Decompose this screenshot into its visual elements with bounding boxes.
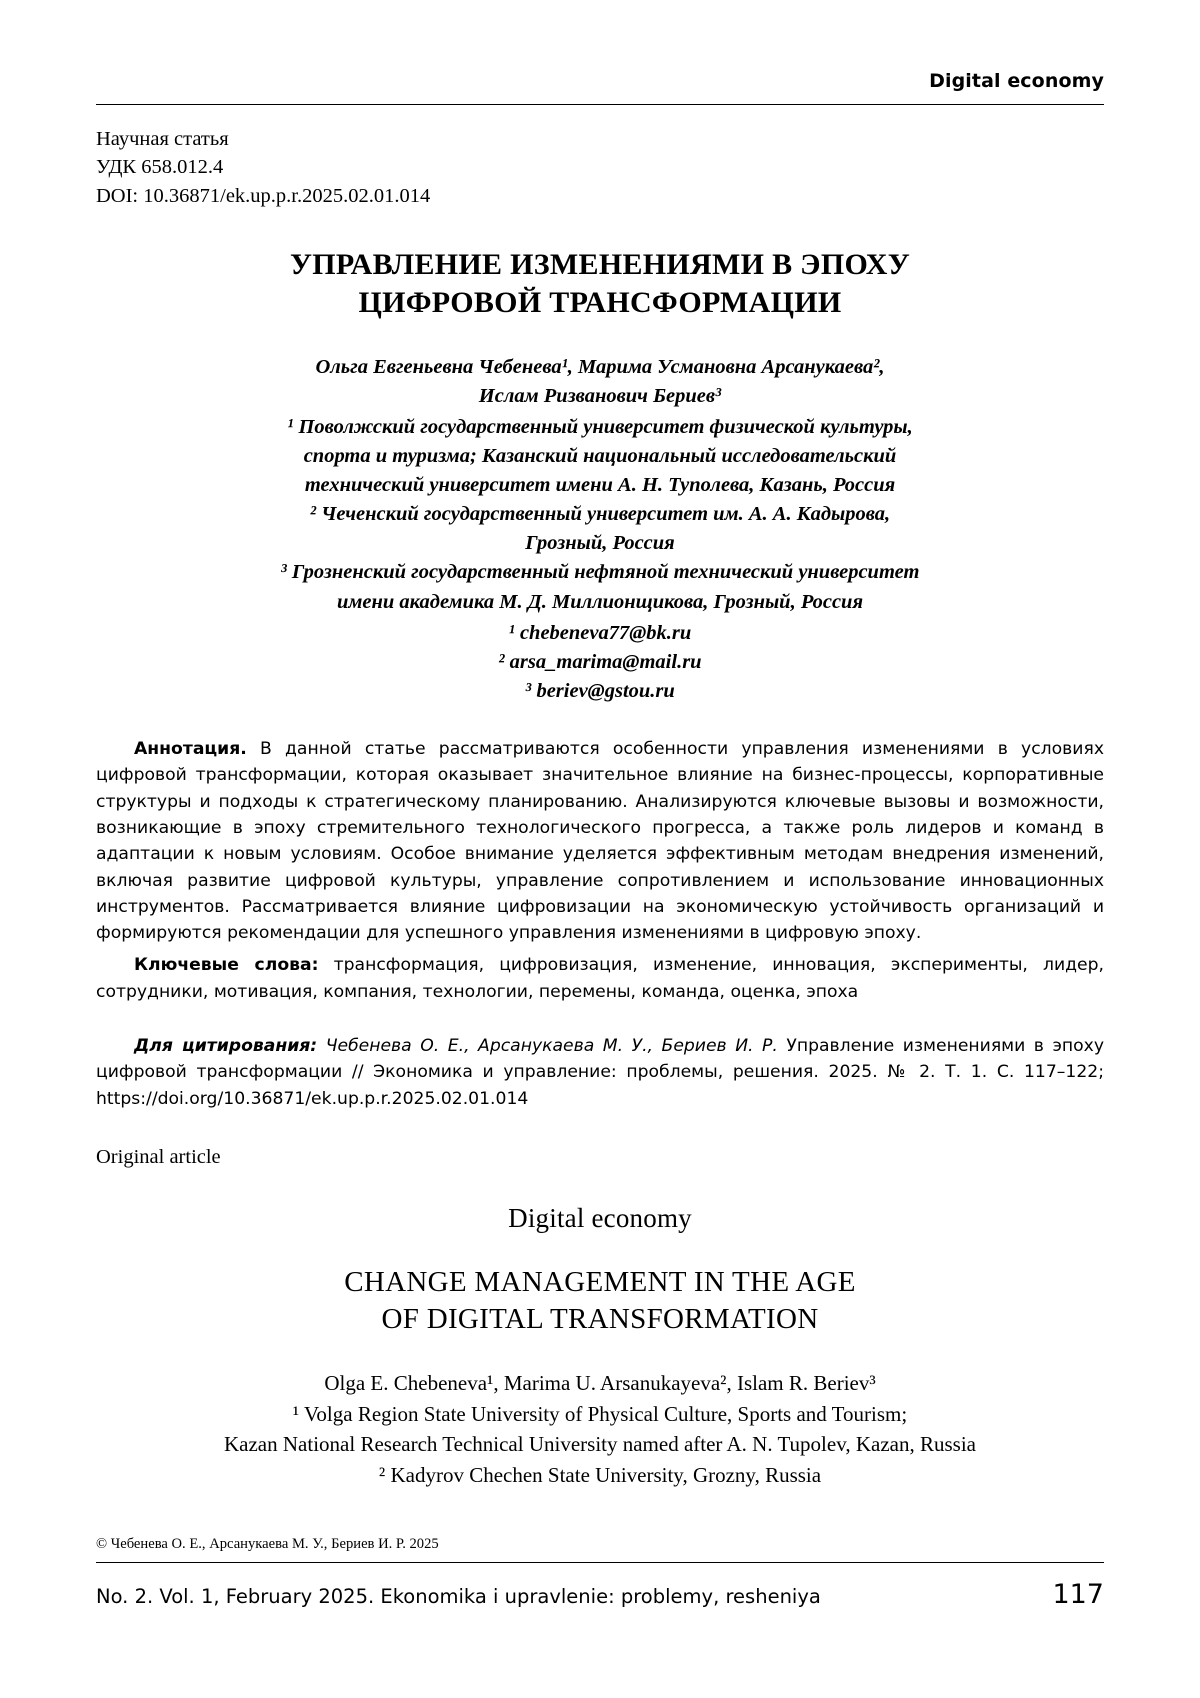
page-number: 117	[1052, 1579, 1104, 1610]
abstract-text: В данной статье рассматриваются особенности управления изменениями в условиях цифровой трансформации, которая оказывает значительное влияние на бизнес-процессы, корпоративные структуры и подходы к стратегическому планированию. Анализируются ключевые вызовы и возможности, возникающие в эпоху стремительного технологического прогресса, а также роль лидеров и команд в адаптации к новым условиям. Особое внимание уделяется эффективным методам внедрения изменений, включая развитие цифровой культуры, управление сопротивлением и использование инновационных инструментов. Рассматривается влияние цифровизации на экономическую устойчивость организаций и формируются рекомендации для успешного управления изменениями в цифровую эпоху.	[96, 738, 1104, 944]
page-content	[96, 70, 1104, 1553]
keywords-paragraph	[96, 952, 1104, 1005]
abstract-paragraph	[96, 736, 1104, 947]
authors-ru	[96, 353, 1104, 411]
author-email[interactable]: ³ beriev@gstou.ru	[525, 679, 675, 702]
authors-ru-line-2: Ислам Ризванович Бериев³	[478, 384, 722, 407]
affiliation-line: ¹ Поволжский государственный университет физической культуры,	[287, 415, 913, 438]
footer-journal-info: No. 2. Vol. 1, February 2025. Ekonomika i upravlenie: problemy, resheniya	[96, 1585, 821, 1608]
affiliation-line: ² Kadyrov Chechen State University, Grozny, Russia	[378, 1462, 822, 1487]
footer-divider	[96, 1562, 1104, 1563]
affiliations-en	[96, 1399, 1104, 1490]
affiliations-ru	[96, 413, 1104, 617]
header-divider	[96, 104, 1104, 105]
original-article-label: Original article	[96, 1146, 221, 1168]
citation-text: Управление изменениями в эпоху цифровой трансформации // Экономика и управление: проблемы, решения. 2025. № 2. Т. 1. С. 117–122; https://doi.org/10.36871/ek.up.p.r.2025.02.01.014	[96, 1036, 1104, 1109]
citation-label: Для цитирования:	[134, 1036, 318, 1057]
affiliation-line: технический университет имени А. Н. Туполева, Казань, Россия	[304, 474, 896, 497]
affiliation-line: Грозный, Россия	[525, 532, 675, 555]
authors-ru-line-1: Ольга Евгеньевна Чебенева¹, Марима Усмановна Арсанукаева²,	[315, 355, 885, 378]
en-section-title: Digital economy	[508, 1203, 692, 1233]
affiliation-line: ³ Грозненский государственный нефтяной технический университет	[280, 561, 920, 584]
affiliation-line: имени академика М. Д. Миллионщикова, Грозный, Россия	[336, 590, 864, 613]
footer-row	[96, 1579, 1104, 1610]
page-title-line-1: УПРАВЛЕНИЕ ИЗМЕНЕНИЯМИ В ЭПОХУ	[289, 247, 911, 281]
article-type: Научная статья	[96, 128, 229, 150]
en-title-line-2: OF DIGITAL TRANSFORMATION	[381, 1303, 819, 1336]
doi-code: DOI: 10.36871/ek.up.p.r.2025.02.01.014	[96, 184, 431, 207]
author-email[interactable]: ² arsa_marima@mail.ru	[498, 650, 702, 673]
keywords-label: Ключевые слова:	[134, 955, 319, 976]
page-title-line-2: ЦИФРОВОЙ ТРАНСФОРМАЦИИ	[358, 286, 842, 320]
keywords-text: трансформация, цифровизация, изменение, инновация, эксперименты, лидер, сотрудники, мотивация, компания, технологии, перемены, команда, оценка, эпоха	[96, 955, 1104, 1002]
authors-en: Olga E. Chebeneva¹, Marima U. Arsanukayeva², Islam R. Beriev³	[324, 1371, 876, 1396]
page-footer	[96, 1562, 1104, 1610]
en-title-line-1: CHANGE MANAGEMENT IN THE AGE	[344, 1266, 856, 1298]
article-meta	[96, 125, 1104, 210]
author-email[interactable]: ¹ chebeneva77@bk.ru	[508, 621, 692, 644]
affiliation-line: спорта и туризма; Казанский национальный исследовательский	[303, 444, 897, 467]
author-emails	[96, 619, 1104, 706]
page-title	[96, 246, 1104, 323]
affiliation-line: ¹ Volga Region State University of Physical Culture, Sports and Tourism;	[292, 1401, 908, 1426]
affiliation-line: ² Чеченский государственный университет им. А. А. Кадырова,	[309, 503, 891, 526]
udk-code: УДК 658.012.4	[96, 156, 224, 179]
en-page-title	[96, 1264, 1104, 1338]
running-head: Digital economy	[929, 70, 1104, 92]
abstract-label: Аннотация.	[134, 738, 247, 759]
citation-paragraph	[96, 1033, 1104, 1112]
citation-authors: Чебенева О. Е., Арсанукаева М. У., Бериев И. Р.	[317, 1036, 778, 1057]
copyright-notice: © Чебенева О. Е., Арсанукаева М. У., Бериев И. Р. 2025	[96, 1535, 439, 1552]
affiliation-line: Kazan National Research Technical University named after A. N. Tupolev, Kazan, Russia	[224, 1432, 976, 1457]
